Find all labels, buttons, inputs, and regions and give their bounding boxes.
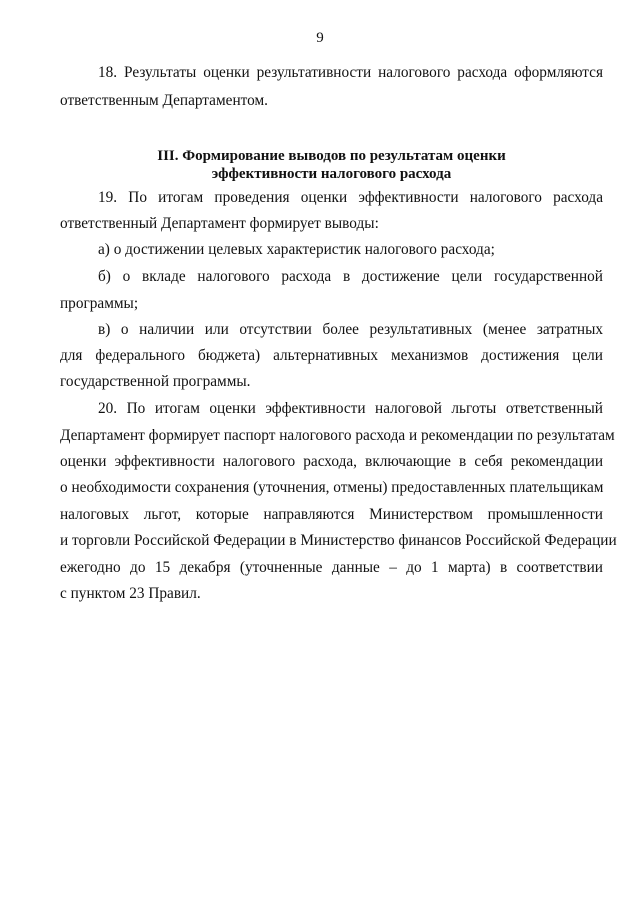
section-title-line-2: эффективности налогового расхода bbox=[211, 166, 452, 182]
item-c-line-1: в) о наличии или отсутствии более результативных (менее затратных bbox=[98, 321, 603, 338]
section-title-line-1: III. Формирование выводов по результатам оценки bbox=[157, 148, 506, 164]
para18-line-2: ответственным Департаментом. bbox=[60, 92, 268, 109]
para19-line-2: ответственный Департамент формирует выводы: bbox=[60, 215, 379, 232]
para20-line-5: налоговых льгот, которые направляются Министерством промышленности bbox=[60, 506, 603, 523]
para20-line-7: ежегодно до 15 декабря (уточненные данные – до 1 марта) в соответствии bbox=[60, 559, 603, 576]
para18-line-1: 18. Результаты оценки результативности налогового расхода оформляются bbox=[98, 64, 603, 81]
item-a-line-1: а) о достижении целевых характеристик налогового расхода; bbox=[98, 241, 495, 258]
para19-line-1: 19. По итогам проведения оценки эффективности налогового расхода bbox=[98, 189, 603, 206]
para20-line-4: о необходимости сохранения (уточнения, отмены) предоставленных плательщикам bbox=[60, 479, 604, 496]
item-b-line-1: б) о вкладе налогового расхода в достижение цели государственной bbox=[98, 268, 603, 285]
para20-line-2: Департамент формирует паспорт налогового расхода и рекомендации по результатам bbox=[60, 427, 615, 444]
para20-line-3: оценки эффективности налогового расхода, включающие в себя рекомендации bbox=[60, 453, 603, 470]
item-c-line-2: для федерального бюджета) альтернативных механизмов достижения цели bbox=[60, 347, 603, 364]
item-c-line-3: государственной программы. bbox=[60, 373, 251, 390]
para20-line-6: и торговли Российской Федерации в Министерство финансов Российской Федерации bbox=[60, 532, 617, 549]
para20-line-8: с пунктом 23 Правил. bbox=[60, 585, 201, 602]
para20-line-1: 20. По итогам оценки эффективности налоговой льготы ответственный bbox=[98, 400, 603, 417]
page-number: 9 bbox=[316, 30, 324, 46]
item-b-line-2: программы; bbox=[60, 295, 139, 312]
